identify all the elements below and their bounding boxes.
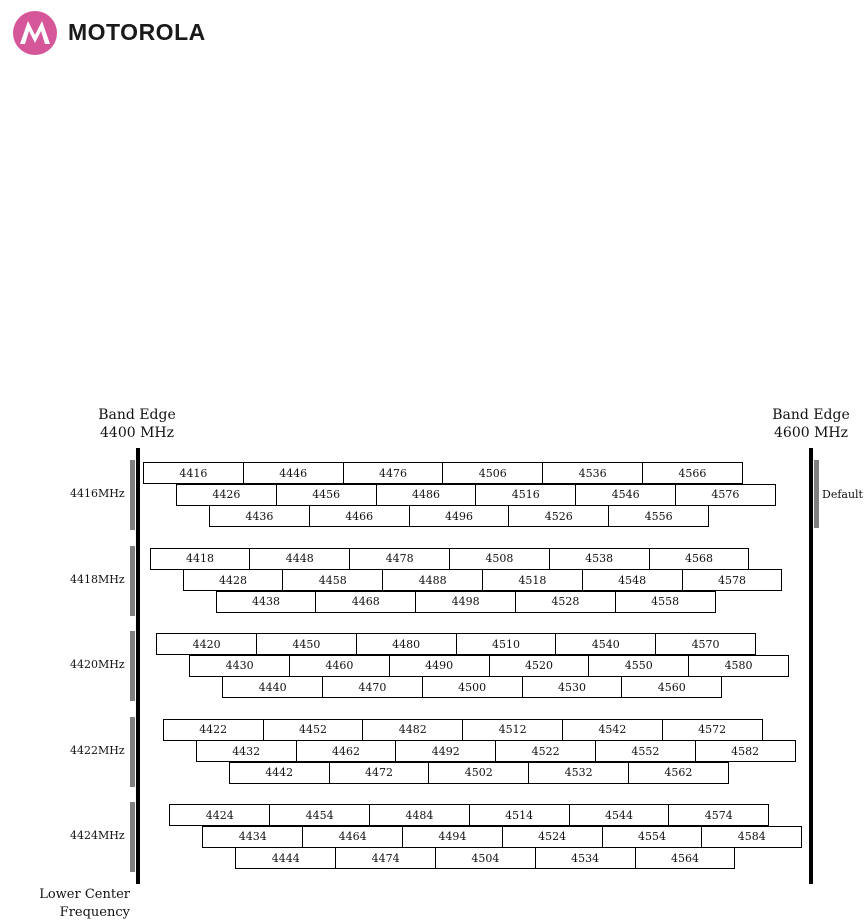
channel-cell: 4532 <box>528 762 629 784</box>
channel-cell: 4582 <box>695 740 796 762</box>
left-band-edge-frequency: 4400 MHz <box>100 425 174 441</box>
channel-cell: 4570 <box>655 633 756 655</box>
logo-wordmark: MOTOROLA <box>68 19 206 45</box>
channel-cell: 4470 <box>322 676 423 698</box>
channel-row <box>150 548 750 570</box>
channel-cell: 4420 <box>156 633 257 655</box>
channel-row <box>202 826 802 848</box>
channel-cell: 4464 <box>302 826 403 848</box>
channel-cell: 4576 <box>675 484 776 506</box>
channel-cell: 4578 <box>682 569 783 591</box>
channel-cell: 4438 <box>216 591 317 613</box>
left-band-edge-title: Band Edge <box>98 407 176 423</box>
channel-row <box>156 633 756 655</box>
channel-cell: 4548 <box>582 569 683 591</box>
channel-cell: 4482 <box>362 719 463 741</box>
channel-cell: 4480 <box>356 633 457 655</box>
channel-cell: 4556 <box>608 505 709 527</box>
channel-row <box>222 676 722 698</box>
channel-cell: 4462 <box>296 740 397 762</box>
channel-cell: 4574 <box>668 804 769 826</box>
channel-row <box>176 484 776 506</box>
channel-cell: 4442 <box>229 762 330 784</box>
channel-cell: 4568 <box>649 548 750 570</box>
channel-cell: 4436 <box>209 505 310 527</box>
channel-cell: 4514 <box>469 804 570 826</box>
channel-cell: 4496 <box>409 505 510 527</box>
channel-cell: 4518 <box>482 569 583 591</box>
channel-cell: 4490 <box>389 655 490 677</box>
channel-cell: 4550 <box>588 655 689 677</box>
channel-cell: 4554 <box>602 826 703 848</box>
channel-cell: 4524 <box>502 826 603 848</box>
right-band-edge-title: Band Edge <box>772 407 850 423</box>
channel-cell: 4444 <box>235 847 336 869</box>
group-label: 4422MHz <box>70 743 125 757</box>
right-band-edge-label <box>758 406 864 442</box>
channel-cell: 4580 <box>688 655 789 677</box>
channel-cell: 4458 <box>282 569 383 591</box>
motorola-logo <box>10 6 260 64</box>
channel-cell: 4558 <box>615 591 716 613</box>
right-band-edge-line <box>809 448 813 884</box>
channel-cell: 4560 <box>621 676 722 698</box>
channel-cell: 4424 <box>169 804 270 826</box>
channel-cell: 4452 <box>263 719 364 741</box>
channel-row <box>143 462 743 484</box>
channel-cell: 4534 <box>535 847 636 869</box>
channel-cell: 4520 <box>489 655 590 677</box>
channel-cell: 4498 <box>415 591 516 613</box>
channel-cell: 4472 <box>329 762 430 784</box>
lower-center-frequency-label <box>22 886 130 922</box>
channel-cell: 4530 <box>522 676 623 698</box>
channel-cell: 4474 <box>335 847 436 869</box>
channel-cell: 4416 <box>143 462 244 484</box>
channel-cell: 4526 <box>508 505 609 527</box>
right-band-edge-frequency: 4600 MHz <box>774 425 848 441</box>
channel-cell: 4508 <box>449 548 550 570</box>
channel-row <box>163 719 763 741</box>
channel-cell: 4494 <box>402 826 503 848</box>
channel-cell: 4584 <box>701 826 802 848</box>
channel-cell: 4476 <box>343 462 444 484</box>
channel-cell: 4422 <box>163 719 264 741</box>
channel-row <box>209 505 709 527</box>
channel-cell: 4562 <box>628 762 729 784</box>
footer-label-line2: Frequency <box>59 905 130 920</box>
group-marker-bar <box>130 802 135 872</box>
channel-cell: 4428 <box>183 569 284 591</box>
channel-cell: 4440 <box>222 676 323 698</box>
channel-cell: 4542 <box>562 719 663 741</box>
group-marker-bar <box>130 546 135 616</box>
channel-cell: 4566 <box>642 462 743 484</box>
group-label: 4416MHz <box>70 487 125 500</box>
channel-cell: 4540 <box>555 633 656 655</box>
default-label: Default <box>822 488 863 501</box>
channel-cell: 4450 <box>256 633 357 655</box>
group-marker-bar <box>130 460 135 530</box>
channel-cell: 4434 <box>202 826 303 848</box>
channel-cell: 4478 <box>349 548 450 570</box>
group-label: 4418MHz <box>70 572 125 586</box>
channel-cell: 4564 <box>635 847 736 869</box>
channel-cell: 4504 <box>435 847 536 869</box>
channel-cell: 4460 <box>289 655 390 677</box>
footer-label-line1: Lower Center <box>39 887 130 902</box>
channel-cell: 4538 <box>549 548 650 570</box>
channel-cell: 4426 <box>176 484 277 506</box>
left-band-edge-line <box>136 448 140 884</box>
channel-cell: 4500 <box>422 676 523 698</box>
group-label: 4424MHz <box>70 829 125 842</box>
channel-cell: 4466 <box>309 505 410 527</box>
channel-row <box>183 569 783 591</box>
channel-cell: 4468 <box>315 591 416 613</box>
channel-cell: 4510 <box>456 633 557 655</box>
left-band-edge-label <box>82 406 192 442</box>
channel-cell: 4572 <box>662 719 763 741</box>
channel-cell: 4516 <box>475 484 576 506</box>
channel-cell: 4454 <box>269 804 370 826</box>
channel-cell: 4484 <box>369 804 470 826</box>
channel-row <box>189 655 789 677</box>
channel-cell: 4546 <box>575 484 676 506</box>
channel-cell: 4506 <box>442 462 543 484</box>
motorola-batwing-icon <box>12 10 58 56</box>
group-marker-bar <box>130 631 135 701</box>
channel-row <box>196 740 796 762</box>
channel-cell: 4552 <box>595 740 696 762</box>
channel-cell: 4486 <box>376 484 477 506</box>
group-label: 4420MHz <box>70 658 125 671</box>
channel-cell: 4492 <box>395 740 496 762</box>
channel-cell: 4544 <box>569 804 670 826</box>
group-marker-bar <box>130 717 135 787</box>
channel-cell: 4528 <box>515 591 616 613</box>
channel-cell: 4512 <box>462 719 563 741</box>
default-marker-bar <box>814 460 819 528</box>
channel-cell: 4446 <box>243 462 344 484</box>
channel-cell: 4456 <box>276 484 377 506</box>
channel-cell: 4488 <box>382 569 483 591</box>
channel-row <box>235 847 735 869</box>
channel-cell: 4432 <box>196 740 297 762</box>
channel-cell: 4502 <box>428 762 529 784</box>
channel-row <box>169 804 769 826</box>
channel-cell: 4522 <box>495 740 596 762</box>
channel-cell: 4448 <box>249 548 350 570</box>
channel-cell: 4430 <box>189 655 290 677</box>
channel-row <box>216 591 716 613</box>
channel-cell: 4536 <box>542 462 643 484</box>
channel-row <box>229 762 729 784</box>
channel-cell: 4418 <box>150 548 251 570</box>
